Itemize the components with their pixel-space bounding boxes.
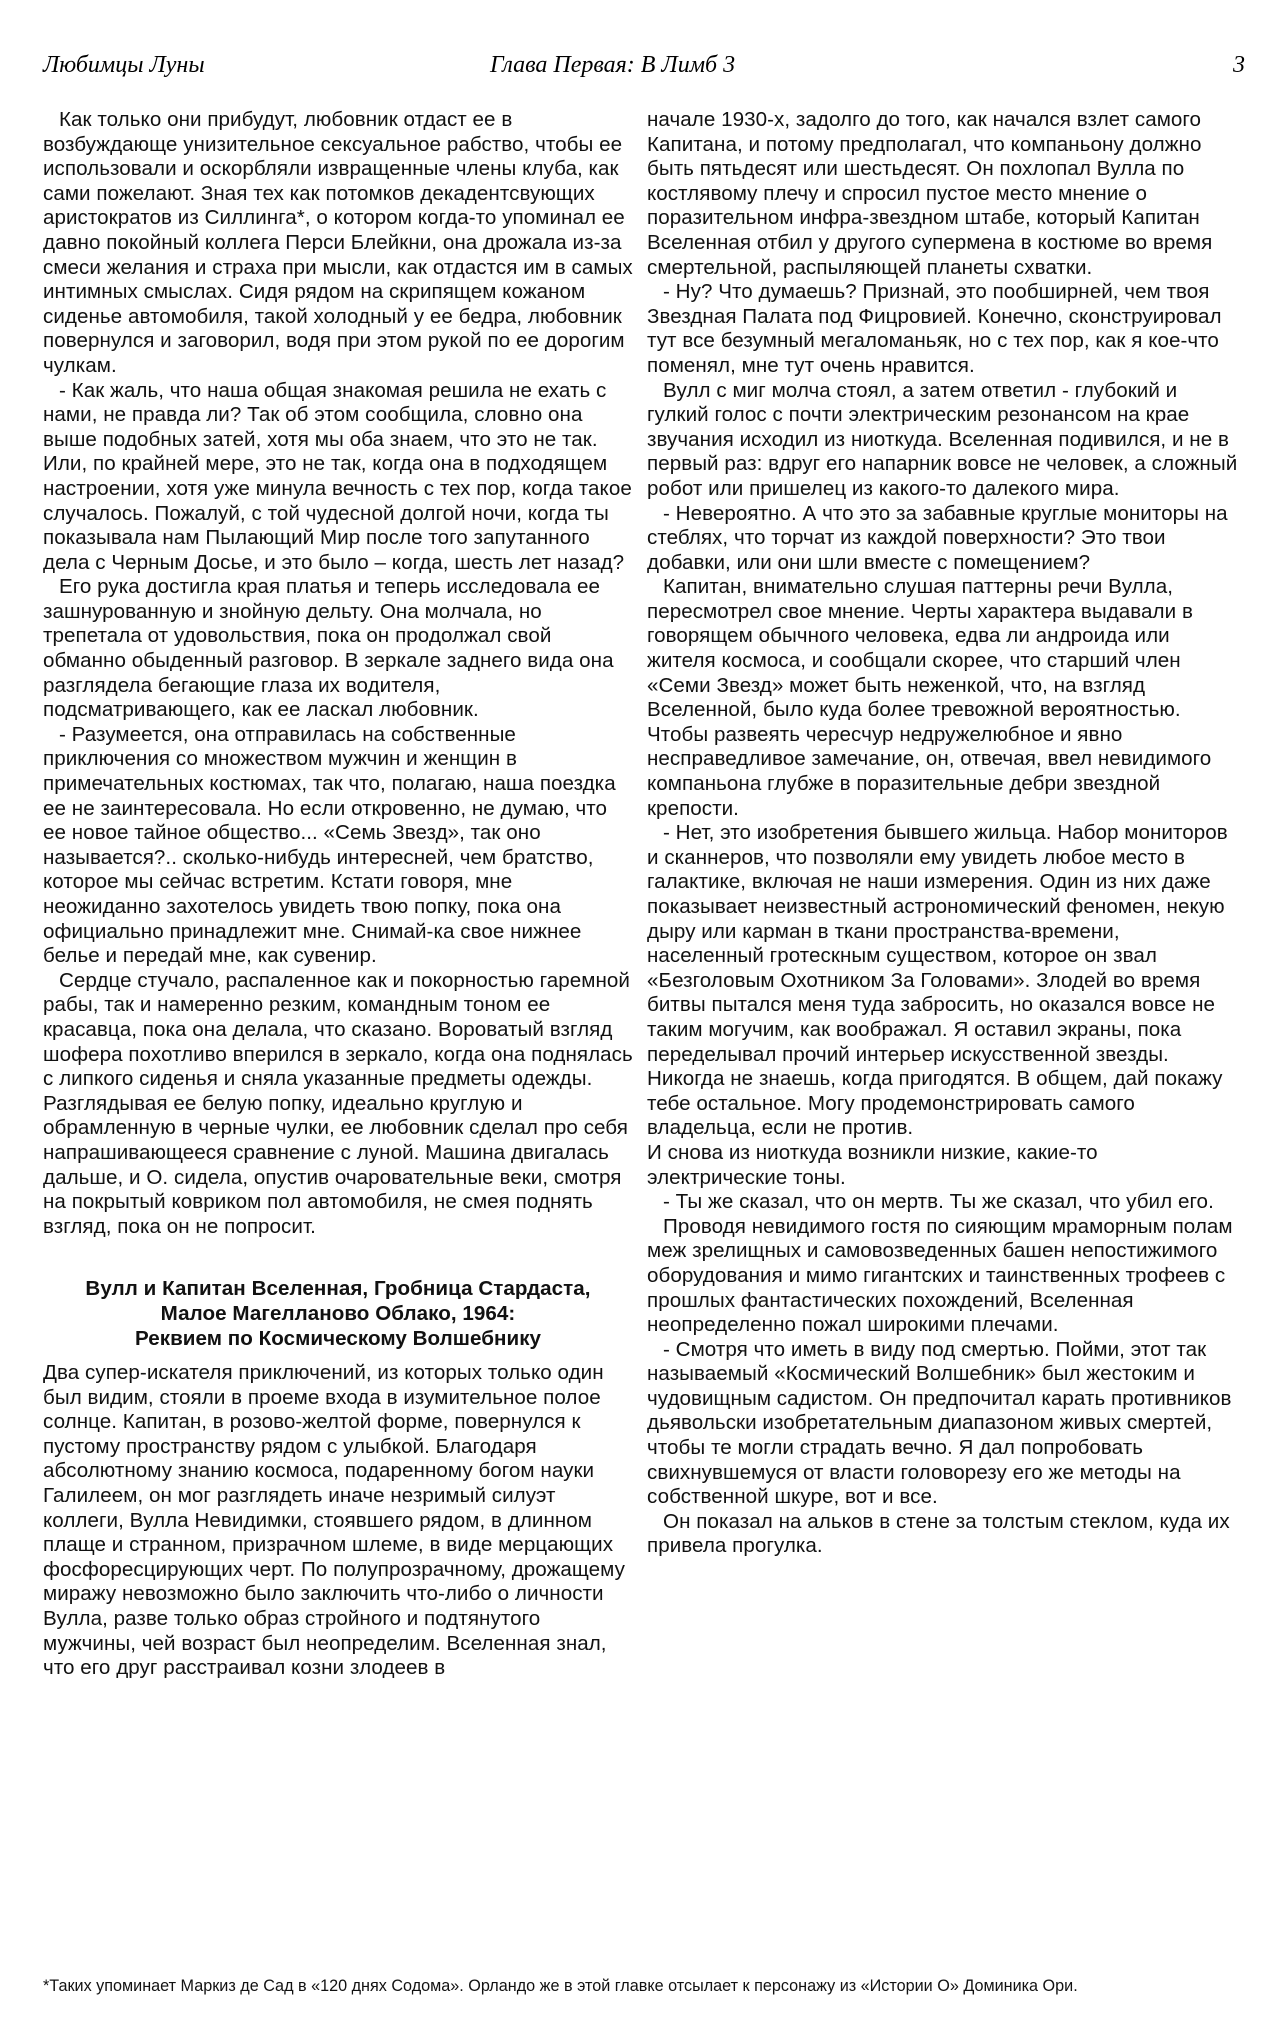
paragraph: - Смотря что иметь в виду под смертью. Пойми, этот так называемый «Космический Волшебник» был жестоким и чудовищным садистом. Он предпочитал карать противников дьявольски изобретательным диапазоном живых смертей, чтобы те могли страдать вечно. Я дал попробовать свихнувшемуся от власти головорезу его же методы на собственной шкуре, вот и все. [647, 1337, 1232, 1509]
section-heading-line: Вулл и Капитан Вселенная, Гробница Стардаста, [85, 1277, 591, 1301]
left-column [43, 108, 633, 1681]
paragraph: - Нет, это изобретения бывшего жильца. Набор мониторов и сканнеров, что позволяли ему увидеть любое место в галактике, включая не наши измерения. Один из них даже показывает неизвестный астрономический феномен, некую дыру или карман в ткани пространства-времени, населенный гротескным существом, которое он звал «Безголовым Охотником За Головами». Злодей во время битвы пытался меня туда забросить, но оказался вовсе не таким могучим, как воображал. Я оставил экраны, пока переделывал прочий интерьер искусственной звезды. Никогда не знаешь, когда пригодятся. В общем, дай покажу тебе остальное. Могу продемонстрировать самого владельца, если не против. [647, 821, 1228, 1140]
paragraph: Как только они прибудут, любовник отдаст ее в возбуждающе унизительное сексуальное рабство, чтобы ее использовали и оскорбляли извращенные члены клуба, как сами пожелают. Зная тех как потомков декадентсвующих аристократов из Силлинга*, о котором когда-то упоминал ее давно покойный коллега Перси Блейкни, она дрожала из-за смеси желания и страха при мысли, как отдастся им в самых интимных смыслах. Сидя рядом на скрипящем кожаном сиденье автомобиля, такой холодный у ее бедра, любовник повернулся и заговорил, водя при этом рукой по ее дорогим чулкам. [43, 108, 633, 377]
paragraph: Вулл с миг молча стоял, а затем ответил - глубокий и гулкий голос с почти электрическим резонансом на крае звучания исходил из ниоткуда. Вселенная подивился, и не в первый раз: вдруг его напарник вовсе не человек, а сложный робот или пришелец из какого-то далекого мира. [647, 378, 1238, 500]
paragraph: начале 1930-х, задолго до того, как начался взлет самого Капитана, и потому предполагал, что компаньону должно быть пятьдесят или шестьдесят. Он похлопал Вулла по костлявому плечу и спросил пустое место мнение о поразительном инфра-звездном штабе, который Капитан Вселенная отбил у другого супермена в костюме во время смертельной, распыляющей планеты схватки. [647, 108, 1213, 279]
chapter-title: Глава Первая: В Лимб 3 [490, 52, 736, 78]
paragraph: Проводя невидимого гостя по сияющим мраморным полам меж зрелищных и самовозведенных башен непостижимого оборудования и мимо гигантских и таинственных трофеев с прошлых фантастических похождений, Вселенная неопределенно пожал широкими плечами. [647, 1214, 1233, 1337]
section-heading [43, 1277, 633, 1351]
paragraph: Его рука достигла края платья и теперь исследовала ее зашнурованную и знойную дельту. Она молчала, но трепетала от удовольствия, пока он продолжал свой обманно обыденный разговор. В зеркале заднего вида она разглядела бегающие глаза их водителя, подсматривающего, как ее ласкал любовник. [43, 575, 614, 722]
paragraph: - Как жаль, что наша общая знакомая решила не ехать с нами, не правда ли? Так об этом сообщила, словно она выше подобных затей, хотя мы оба знаем, что это не так. Или, по крайней мере, это не так, когда она в подходящем настроении, хотя уже минула вечность с тех пор, когда такое случалось. Пожалуй, с той чудесной долгой ночи, когда ты показывала нам Пылающий Мир после того запутанного дела с Черным Досье, и это было – когда, шесть лет назад? [43, 378, 632, 574]
section-heading-line: Малое Магелланово Облако, 1964: [160, 1301, 516, 1325]
paragraph: Два супер-искателя приключений, из которых только один был видим, стояли в проеме входа в изумительное полое солнце. Капитан, в розово-желтой форме, повернулся к пустому пространству рядом с улыбкой. Благодаря абсолютному знанию космоса, подаренному богом науки Галилеем, он мог разглядеть иначе незримый силуэт коллеги, Вулла Невидимки, стоявшего рядом, в длинном плаще и странном, призрачном шлеме, в виде мерцающих фосфоресцирующих черт. По полупрозрачному, дрожащему миражу невозможно было заключить что-либо о личности Вулла, разве только образ стройного и подтянутого мужчины, чей возраст был неопределим. Вселенная знал, что его друг расстраивал козни злодеев в [43, 1361, 625, 1680]
page-header [43, 52, 1245, 92]
paragraph: И снова из ниоткуда возникли низкие, какие-то электрические тоны. [647, 1140, 1098, 1189]
paragraph: Он показал на альков в стене за толстым стеклом, куда их привела прогулка. [647, 1509, 1230, 1558]
paragraph: - Ну? Что думаешь? Признай, это пообширней, чем твоя Звездная Палата под Фицровией. Конечно, сконструировал тут все безумный мегаломаньяк, но с тех пор, как я кое-что поменял, мне тут очень нравится. [647, 280, 1222, 377]
footnote: *Таких упоминает Маркиз де Сад в «120 днях Содома». Орландо же в этой главке отсылает к персонажу из «Истории О» Доминика Ори. [43, 1977, 1078, 1995]
paragraph: Капитан, внимательно слушая паттерны речи Вулла, пересмотрел свое мнение. Черты характера выдавали в говорящем обычного человека, едва ли андроида или жителя космоса, и сообщали скорее, что старший член «Семи Звезд» может быть неженкой, что, на взгляд Вселенной, было куда более тревожной вероятностью. Чтобы развеять чересчур недружелюбное и явно несправедливое замечание, он, отвечая, ввел невидимого компаньона глубже в поразительные дебри звездной крепости. [647, 575, 1212, 820]
page-number: 3 [1233, 52, 1245, 78]
right-column [647, 108, 1242, 1559]
paragraph: - Разумеется, она отправилась на собственные приключения со множеством мужчин и женщин в примечательных костюмах, так что, полагаю, наша поездка ее не заинтересовала. Но если откровенно, не думаю, что ее новое тайное общество... «Семь Звезд», так оно называется?.. сколько-нибудь интересней, чем братство, которое мы сейчас встретим. Кстати говоря, мне неожиданно захотелось увидеть твою попку, пока она официально принадлежит мне. Снимай-ка свое нижнее белье и передай мне, как сувенир. [43, 722, 616, 968]
section-heading-line: Реквием по Космическому Волшебнику [134, 1326, 542, 1350]
paragraph: Сердце стучало, распаленное как и покорностью гаремной рабы, так и намеренно резким, командным тоном ее красавца, пока она делала, что сказано. Вороватый взгляд шофера похотливо вперился в зеркало, когда она поднялась с липкого сиденья и сняла указанные предметы одежды. Разглядывая ее белую попку, идеально круглую и обрамленную в черные чулки, ее любовник сделал про себя напрашивающееся сравнение с луной. Машина двигалась дальше, и О. сидела, опустив очаровательные веки, смотря на покрытый ковриком пол автомобиля, не смея поднять взгляд, пока он не попросит. [43, 968, 633, 1238]
paragraph: - Ты же сказал, что он мертв. Ты же сказал, что убил его. [663, 1190, 1214, 1214]
paragraph: - Невероятно. А что это за забавные круглые мониторы на стеблях, что торчат из каждой поверхности? Это твои добавки, или они шли вместе с помещением? [647, 501, 1228, 574]
book-title: Любимцы Луны [43, 52, 205, 78]
